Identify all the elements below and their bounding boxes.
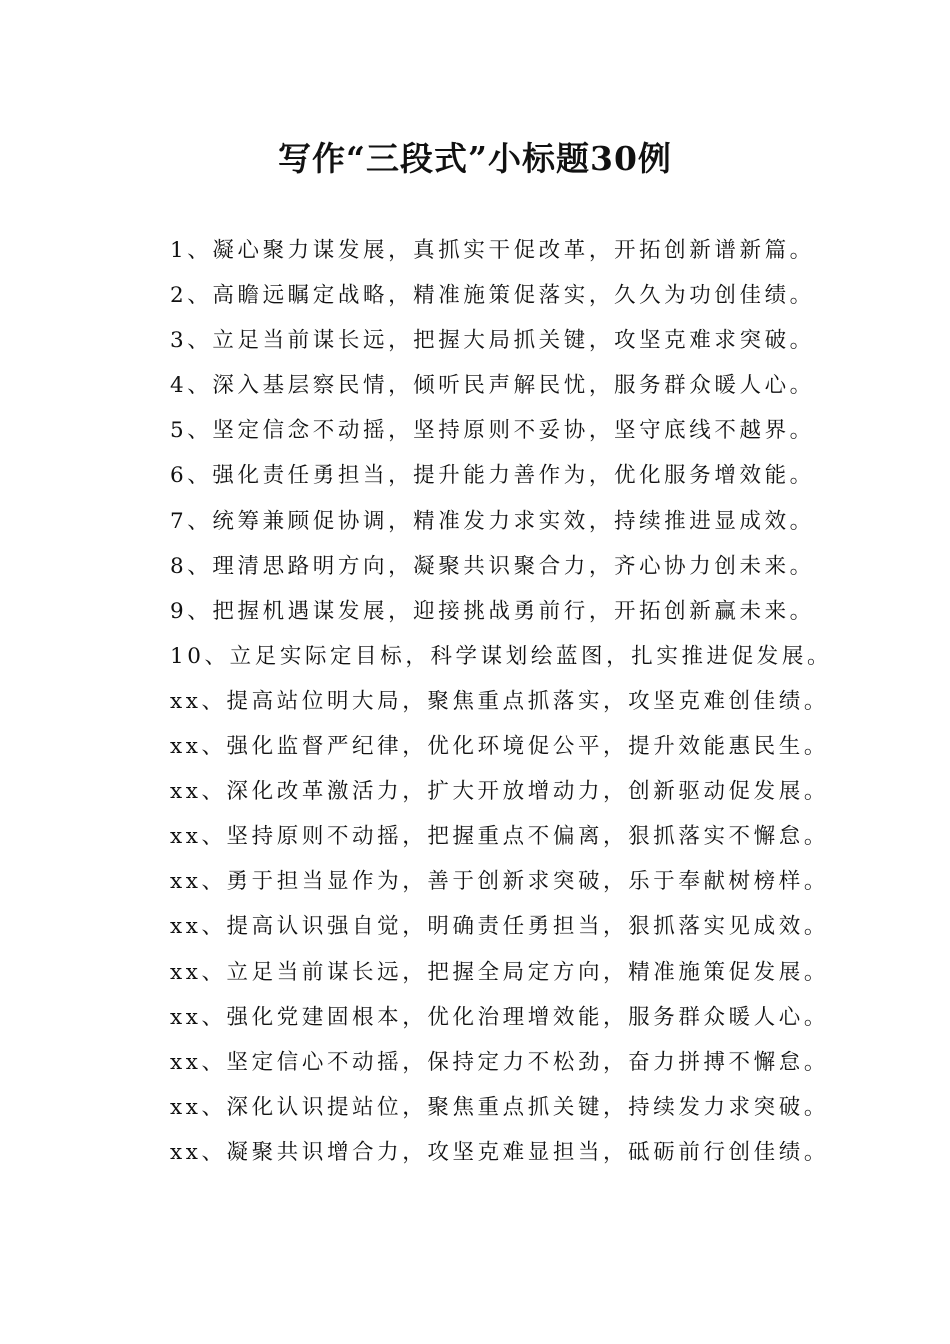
list-item: xx、勇于担当显作为，善于创新求突破，乐于奉献树榜样。 [170,869,829,895]
list-item: xx、坚持原则不动摇，把握重点不偏离，狠抓落实不懈怠。 [170,824,829,850]
document-title: 写作“三段式”小标题30例 [278,139,672,178]
list-item: 10、立足实际定目标，科学谋划绘蓝图，扎实推进促发展。 [170,643,833,669]
list-item: xx、提高认识强自觉，明确责任勇担当，狠抓落实见成效。 [170,914,829,940]
list-item: 6、强化责任勇担当，提升能力善作为，优化服务增效能。 [170,463,815,489]
list-item: xx、深化改革激活力，扩大开放增动力，创新驱动促发展。 [170,779,829,805]
list-item: xx、坚定信心不动摇，保持定力不松劲，奋力拼搏不懈怠。 [170,1049,829,1075]
list-item: 3、立足当前谋长远，把握大局抓关键，攻坚克难求突破。 [170,328,815,354]
list-item: xx、凝聚共识增合力，攻坚克难显担当，砥砺前行创佳绩。 [170,1139,829,1165]
list-item: 1、凝心聚力谋发展，真抓实干促改革，开拓创新谱新篇。 [170,238,815,263]
list-item: 8、理清思路明方向，凝聚共识聚合力，齐心协力创未来。 [170,553,815,579]
title-list [170,228,832,1175]
list-item: 2、高瞻远瞩定战略，精准施策促落实，久久为功创佳绩。 [170,283,815,309]
list-item: 4、深入基层察民情，倾听民声解民忧，服务群众暖人心。 [170,373,815,399]
list-item: 9、把握机遇谋发展，迎接挑战勇前行，开拓创新赢未来。 [170,598,815,624]
list-item: xx、强化监督严纪律，优化环境促公平，提升效能惠民生。 [170,734,829,760]
list-item: xx、提高站位明大局，聚焦重点抓落实，攻坚克难创佳绩。 [170,688,829,714]
list-item: xx、深化认识提站位，聚焦重点抓关键，持续发力求突破。 [170,1094,829,1120]
list-item: xx、立足当前谋长远，把握全局定方向，精准施策促发展。 [170,959,829,985]
list-item: 5、坚定信念不动摇，坚持原则不妥协，坚守底线不越界。 [170,418,815,444]
list-item: 7、统筹兼顾促协调，精准发力求实效，持续推进显成效。 [170,508,815,534]
list-item: xx、强化党建固根本，优化治理增效能，服务群众暖人心。 [170,1004,829,1030]
